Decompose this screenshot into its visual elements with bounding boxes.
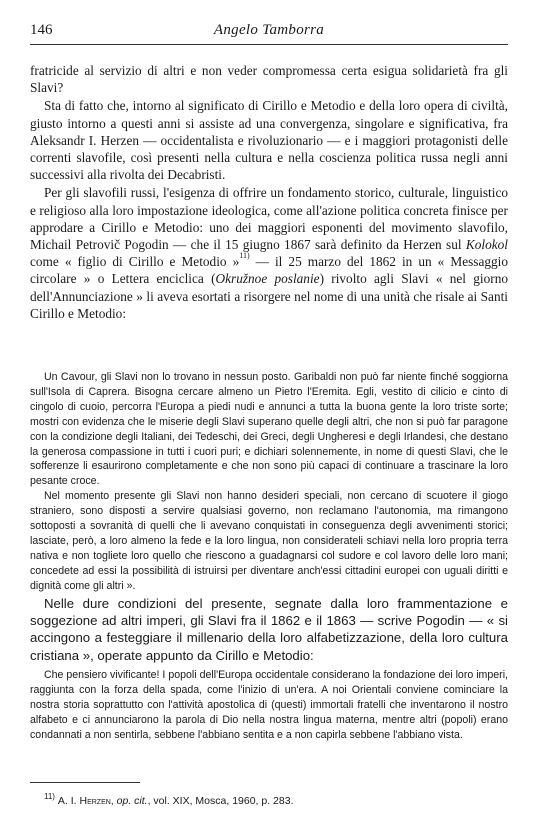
running-head: Angelo Tamborra	[213, 22, 325, 38]
journal-title: Kolokol	[465, 237, 508, 253]
quote-paragraph: Che pensiero vivificante! I popoli dell'Europa occidentale considerano la fondazione dei loro imperi, raggiunta con la forza della spada, come l'inizio di un'era. A noi Orientali conviene cominciare la nostra storia soprattutto con l'attività apostolica di (questi) immortali fratelli che inventarono il nostro alfabeto e ci annunciarono la parola di Dio nella nostra lingua materna, mentre altri (popoli) erano condannati a non sentirla, sebbene l'abbiano sentita e a non capirla sebbene l'abbiano vista.	[30, 669, 508, 741]
body-text	[30, 62, 508, 323]
text-run: come « figlio di Cirillo e Metodio »	[30, 254, 240, 270]
letter-title: Okružnoe poslanie	[215, 271, 320, 287]
text-run: Per gli slavofili russi, l'esigenza di offrire un fondamento storico, culturale, linguistico e religioso alla loro impostazione ideologica, come all'azione politica concreta finisce per approdare a Cirillo e Metodio: uno dei maggiori esponenti del movimento slavofilo, Michail Petrovič Pogodin — che il 15 giugno 1867 sarà definito da Herzen sul	[30, 185, 508, 253]
text-run: — il 25 marzo del 1862 in un « Messaggio circolare » o Lettera enciclica (	[30, 254, 508, 287]
page-number: 146	[30, 22, 53, 38]
page-header	[30, 22, 508, 46]
footnote-separator: ,	[110, 795, 117, 807]
quote-paragraph: Nel momento presente gli Slavi non hanno desideri speciali, non cercano di scuotere il giogo straniero, sono disposti a servire qualsiasi governo, non reclamano l'autonomia, ma rimangono sottoposti a sovranità di quelli che li avevano conquistati in conseguenza degli avvenimenti storici; lasciate, però, a loro almeno la fede e la loro lingua, non considerateli schiavi nella loro propria terra nativa e non togliete loro quello che riescono a guadagnarsi col sudore e col lavoro delle loro mani; concedete ad essi la possibilità di istruirsi per diventare anch'essi cittadini europei con uguali diritti e dignità come gli altri ».	[30, 490, 508, 592]
paragraph-herzen: Sta di fatto che, intorno al significato di Cirillo e Metodio e della loro opera di civiltà, giusto intorno a questi anni si assiste ad una convergenza, singolare e significativa, fra Aleksandr I. Herzen — occidentalista e rivoluzionario — e i maggiori protagonisti delle correnti slavofile, così presenti nella cultura e nella coscienza politica russa negli anni successivi alla rivolta dei Decabristi.	[30, 98, 508, 183]
footnote-citation: , vol. XIX, Mosca, 1960, p. 283.	[147, 795, 294, 807]
paragraph-continued: fratricide al servizio di altri e non veder compromessa certa esigua solidarietà fra gli Slavi?	[30, 63, 508, 96]
block-quote-alphabet	[30, 668, 508, 743]
footnote-rule	[30, 782, 140, 783]
footnote-author: A. I. Herzen	[57, 795, 111, 807]
paragraph-text: Nelle dure condizioni del presente, segnate dalla loro frammentazione e soggezione ad altri imperi, gli Slavi fra il 1862 e il 1863 — scrive Pogodin — « si accingono a festeggiare il millenario della loro alfabetizzazione, della loro cultura cristiana », operate appunto da Cirillo e Metodio:	[30, 596, 508, 663]
footnote-opcit: op. cit.	[116, 795, 148, 807]
footnote-mark: 11)	[44, 792, 55, 801]
footnote	[44, 794, 504, 808]
paragraph-millennium	[30, 595, 508, 664]
block-quote-pogodin	[30, 370, 508, 594]
paragraph-slavophiles	[30, 184, 508, 322]
footnote-reference[interactable]: 11)	[239, 251, 250, 261]
quote-paragraph: Un Cavour, gli Slavi non lo trovano in nessun posto. Garibaldi non può far niente finché soggiorna sull'Isola di Caprera. Bisogna cercare almeno un Pietro l'Eremita. Egli, vestito di cilicio e cinto di cingolo di cuoio, percorra l'Europa a piedi nudi e annunci a tutta la buona gente la loro triste sorte; mostri con evidenza che le miserie degli Slavi superano quelle degli altri, che non si può far paragone con la condizione degli Italiani, dei Tedeschi, dei Greci, degli Ungheresi e degli Irlandesi, che destano la generosa compassione in tutti i cuori puri; e dichiari solennemente, in nome di questi Slavi, che le sofferenze li esaurirono completamente e che non sono più capaci di continuare a trascinare la loro pesante croce.	[30, 371, 508, 488]
text-run: ) rivolto agli Slavi « nel giorno dell'Annunciazione » li aveva esortati a risorgere nel nome di una unità che risale ai Santi Cirillo e Metodio:	[30, 271, 509, 321]
header-rule	[30, 44, 508, 45]
